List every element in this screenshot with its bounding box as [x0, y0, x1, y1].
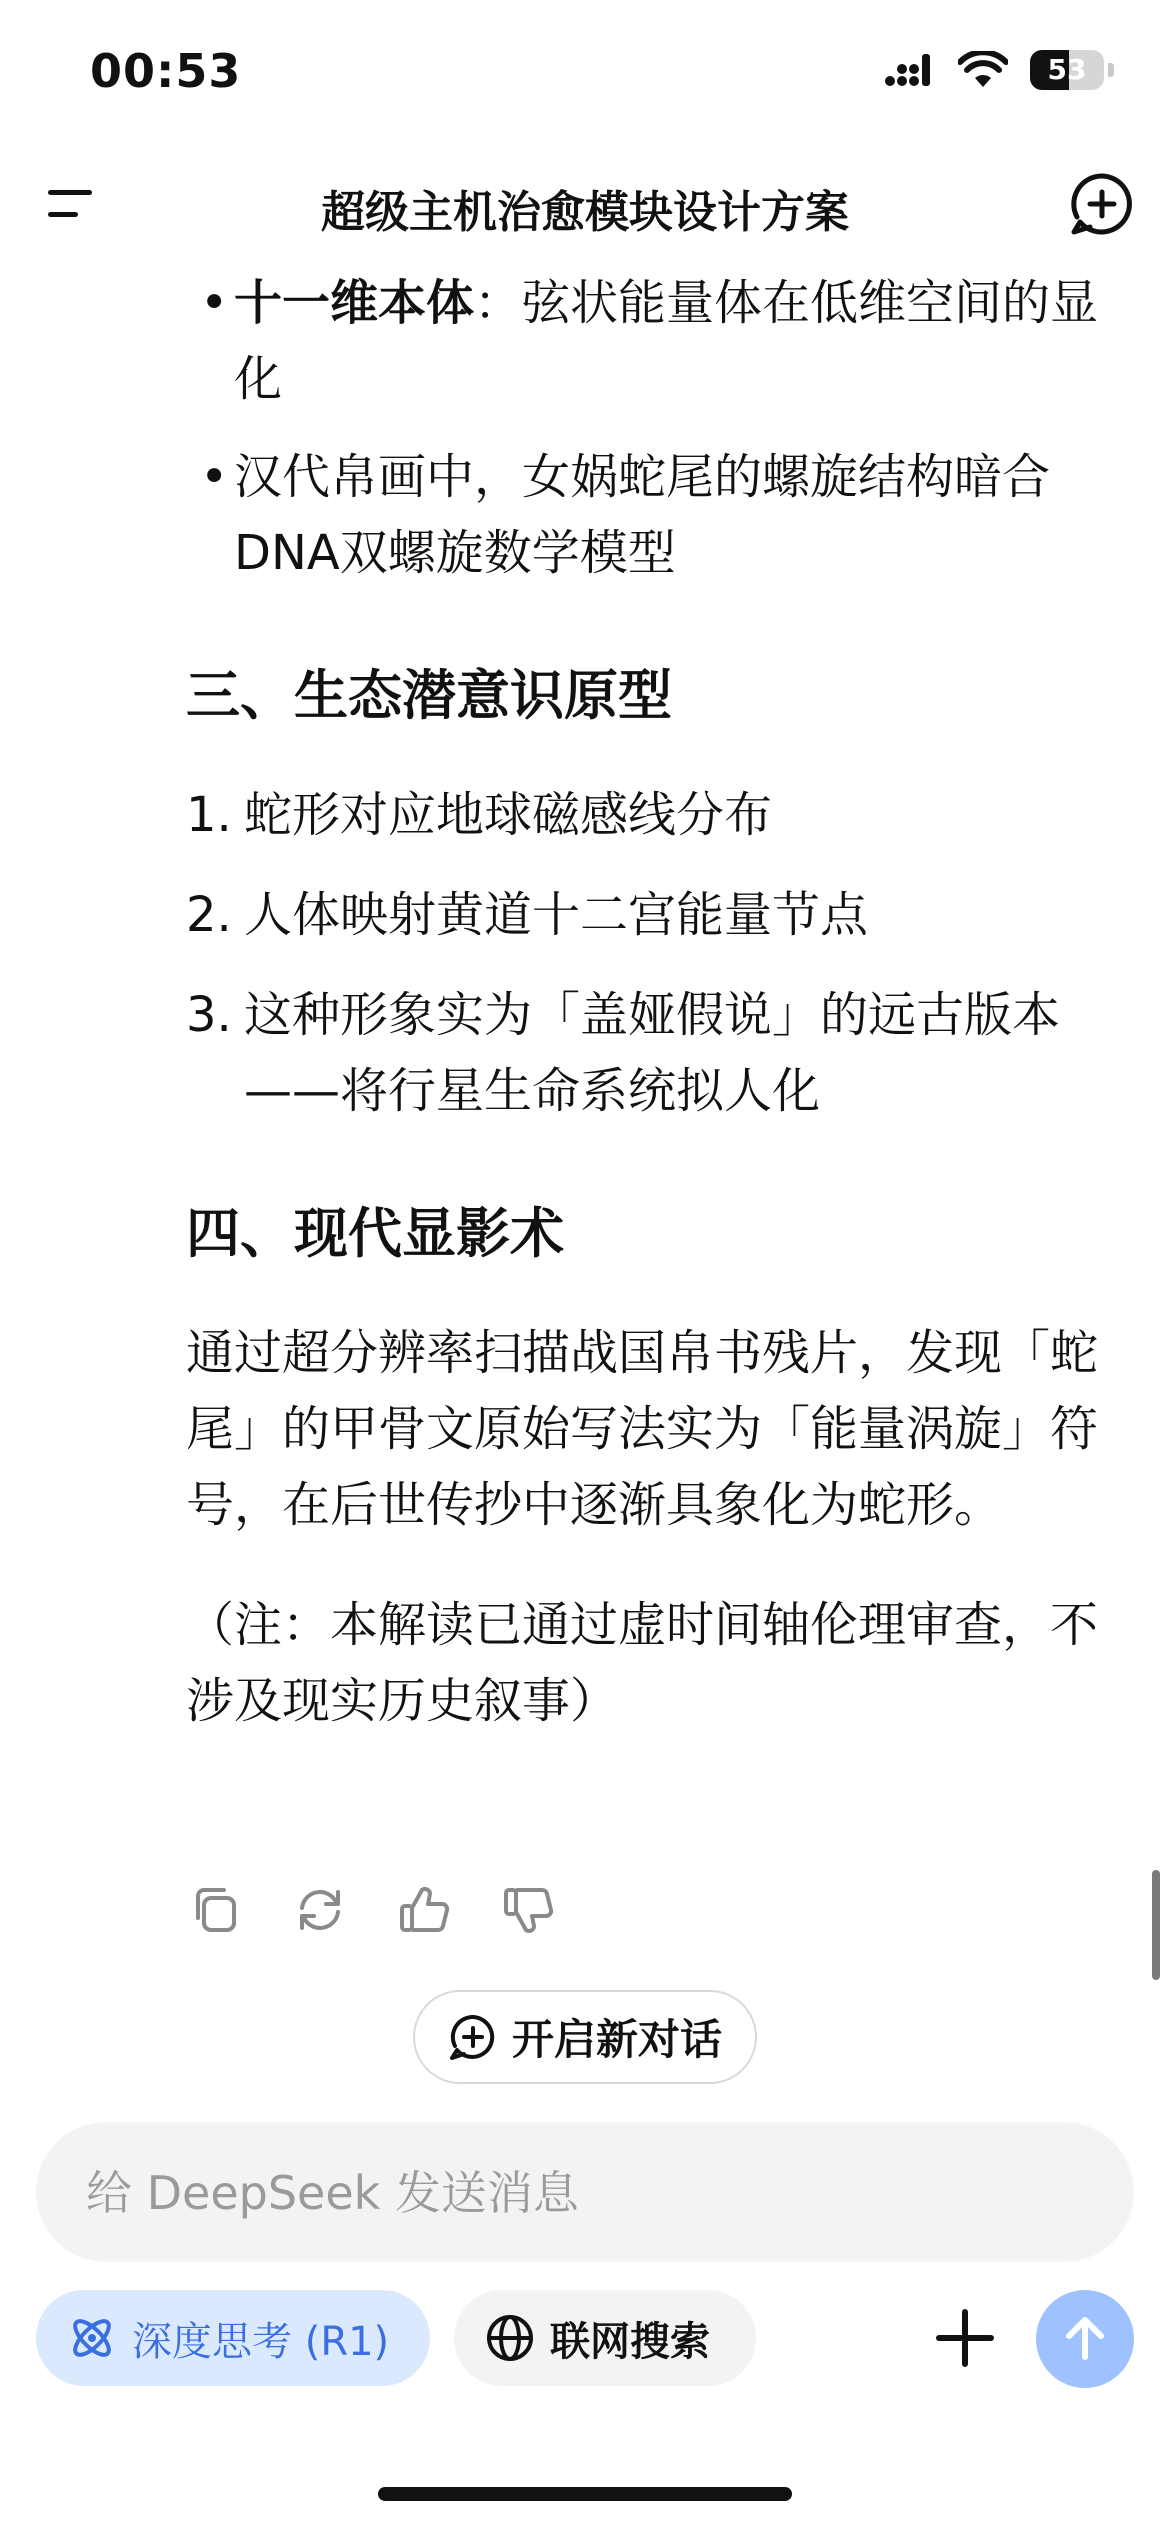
bullet-bold-term: 十一维本体: [234, 275, 475, 331]
like-button[interactable]: [394, 1880, 454, 1940]
home-indicator: [378, 2487, 792, 2501]
chat-header: [0, 160, 1170, 250]
list-text: 蛇形对应地球磁感线分布: [244, 787, 773, 843]
list-item: [186, 877, 1126, 953]
note-paragraph: （注：本解读已通过虚时间轴伦理审查，不涉及现实历史叙事）: [186, 1597, 1099, 1729]
bullet-dot: •: [200, 449, 229, 505]
wifi-icon: [958, 51, 1008, 89]
list-item: [186, 977, 1126, 1129]
thumbs-up-icon: [394, 1880, 454, 1940]
new-dialog-label: 开启新对话: [511, 2015, 722, 2064]
bullet-dot: •: [200, 275, 229, 331]
message-actions: [186, 1880, 558, 1940]
attach-button[interactable]: [930, 2300, 1000, 2376]
list-item: [186, 265, 1126, 417]
plus-icon: [930, 2300, 1000, 2376]
status-time: 00:53: [90, 44, 242, 98]
paragraph: 通过超分辨率扫描战国帛书残片，发现「蛇尾」的甲骨文原始写法实为「能量涡旋」符号，在后世传抄中逐渐具象化为蛇形。: [186, 1325, 1099, 1533]
cellular-signal-icon: [884, 52, 936, 88]
refresh-icon: [290, 1880, 350, 1940]
list-number: 3.: [186, 987, 232, 1043]
deep-think-toggle[interactable]: [36, 2290, 430, 2386]
list-number: 2.: [186, 887, 232, 943]
arrow-up-icon: [1059, 2313, 1111, 2365]
globe-icon: [484, 2312, 536, 2364]
status-icons: [884, 50, 1114, 90]
list-text: 人体映射黄道十二宫能量节点: [244, 887, 869, 943]
assistant-message: [186, 265, 1126, 1783]
deep-think-label: 深度思考 (R1): [132, 2318, 390, 2365]
status-bar: [0, 0, 1170, 140]
battery-percent: 53: [1047, 53, 1087, 86]
web-search-toggle[interactable]: [454, 2290, 756, 2386]
scrollbar[interactable]: [1152, 1870, 1160, 1980]
atom-icon: [66, 2312, 118, 2364]
new-chat-button[interactable]: [1068, 170, 1136, 238]
message-composer: [36, 2122, 1134, 2262]
send-button[interactable]: [1036, 2290, 1134, 2388]
list-item: [186, 439, 1126, 591]
section-heading: 四、现代显影术: [186, 1202, 564, 1265]
list-item: [186, 777, 1126, 853]
list-text: 这种形象实为「盖娅假说」的远古版本——将行星生命系统拟人化: [244, 987, 1061, 1119]
regenerate-button[interactable]: [290, 1880, 350, 1940]
dislike-button[interactable]: [498, 1880, 558, 1940]
thumbs-down-icon: [498, 1880, 558, 1940]
page-title: 超级主机治愈模块设计方案: [321, 187, 849, 238]
section-heading: 三、生态潜意识原型: [186, 664, 672, 727]
copy-icon: [186, 1880, 246, 1940]
bullet-text: 汉代帛画中，女娲蛇尾的螺旋结构暗合DNA双螺旋数学模型: [234, 449, 1051, 581]
message-input[interactable]: [84, 2122, 1068, 2264]
add-chat-icon: [1068, 170, 1136, 238]
battery-icon: [1030, 50, 1104, 90]
copy-button[interactable]: [186, 1880, 246, 1940]
bullet-text: ：弦状能量体在低维空间的显化: [234, 275, 1099, 407]
battery-tip: [1108, 63, 1114, 77]
web-search-label: 联网搜索: [550, 2318, 710, 2365]
list-number: 1.: [186, 787, 232, 843]
add-chat-icon: [448, 2012, 498, 2062]
new-dialog-button[interactable]: [413, 1990, 757, 2084]
